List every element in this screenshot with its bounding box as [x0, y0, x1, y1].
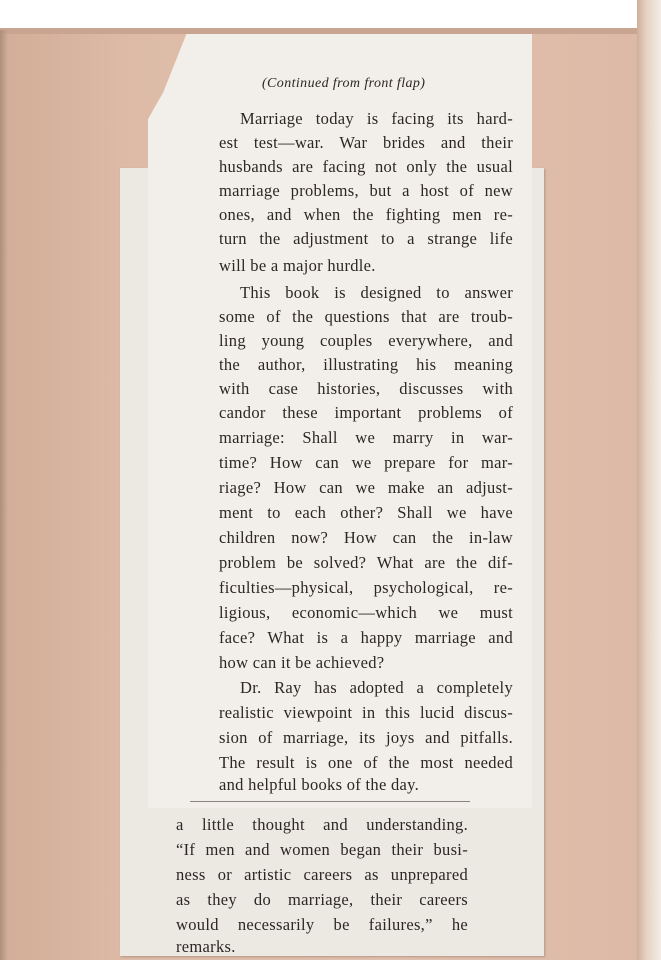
text-line: time? How can we prepare for mar-	[219, 453, 513, 472]
text-line: ones, and when the fighting men re-	[219, 205, 513, 224]
text-line: The result is one of the most needed	[219, 753, 513, 772]
cover-top-edge	[0, 28, 640, 34]
clipping-text-line: remarks.	[176, 937, 236, 956]
text-line: and helpful books of the day.	[219, 775, 420, 794]
text-line: face? What is a happy marriage and	[219, 628, 513, 647]
clipping-text-line: ness or artistic careers as unprepared	[176, 865, 468, 884]
clipping-text-line: would necessarily be failures,” he	[176, 915, 468, 934]
text-line: some of the questions that are troub-	[219, 307, 513, 326]
text-line: problem be solved? What are the dif-	[219, 553, 513, 572]
text-line: Marriage today is facing its hard-	[240, 109, 513, 128]
text-line: turn the adjustment to a strange life	[219, 229, 513, 248]
clipping-text-line: as they do marriage, their careers	[176, 890, 468, 909]
text-line: children now? How can the in-law	[219, 528, 513, 547]
text-line: marriage problems, but a host of new	[219, 181, 513, 200]
cover-right-edge	[637, 0, 661, 960]
text-line: the author, illustrating his meaning	[219, 355, 513, 374]
text-line: riage? How can we make an adjust-	[219, 478, 513, 497]
text-line: ment to each other? Shall we have	[219, 503, 513, 522]
text-line: how can it be achieved?	[219, 653, 385, 672]
clipping-text-line: a little thought and understanding.	[176, 815, 468, 834]
text-line: marriage: Shall we marry in war-	[219, 428, 513, 447]
text-line: ficulties—physical, psychological, re-	[219, 578, 513, 597]
text-line: ling young couples everywhere, and	[219, 331, 513, 350]
scan-top-margin	[0, 0, 661, 30]
text-line: realistic viewpoint in this lucid discus-	[219, 703, 513, 722]
text-line: husbands are facing not only the usual	[219, 157, 513, 176]
clipping-cut-edge	[190, 801, 470, 802]
text-line: will be a major hurdle.	[219, 256, 376, 275]
text-line: sion of marriage, its joys and pitfalls.	[219, 728, 513, 747]
text-line: Dr. Ray has adopted a completely	[240, 678, 513, 697]
spine-shadow	[0, 30, 8, 960]
text-line: This book is designed to answer	[240, 283, 513, 302]
flap-caption: (Continued from front flap)	[262, 76, 426, 91]
text-line: with case histories, discusses with	[219, 379, 513, 398]
text-line: est test—war. War brides and their	[219, 133, 513, 152]
text-line: candor these important problems of	[219, 403, 513, 422]
text-line: ligious, economic—which we must	[219, 603, 513, 622]
clipping-text-line: “If men and women began their busi-	[176, 840, 468, 859]
